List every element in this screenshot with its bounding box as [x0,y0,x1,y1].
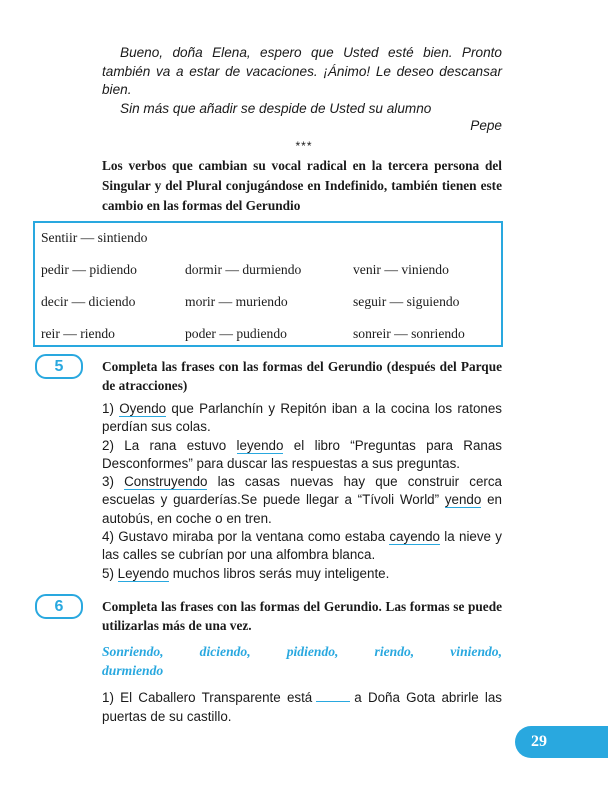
exercise-5-instruction: Completa las frases con las formas del Gerundio (después del Parque de atracciones) [102,359,502,393]
letter-closing [102,44,502,118]
word-bank-item: pidiendo, [286,644,339,659]
exercise-6-instruction: Completa las frases con las formas del Gerundio. Las formas se puede utilizarlas más de una vez. [102,599,502,633]
letter-paragraph-2: Sin más que añadir se despide de Usted su alumno [120,100,432,116]
verb-pair: morir — muriendo [185,294,288,309]
verb-pair: reir — riendo [41,326,115,341]
word-bank-item: riendo, [374,644,415,659]
exercise-number-badge: 6 [35,594,83,619]
sentence-item: 4) Gustavo miraba por la ventana como estaba cayendo la nieve y las calles se cubrían por una alfombra blanca. [102,529,502,563]
word-bank-item: Sonriendo, [102,644,164,659]
sentence-item: 2) La rana estuvo leyendo el libro “Preguntas para Ranas Desconformes” para duscar las respuestas a sus preguntas. [102,437,502,471]
verb-pair: venir — viniendo [353,262,449,277]
page-number: 29 [531,733,547,750]
exercise-6-sentence-1: 1) El Caballero Transparente está a Doña Gota abrirle las puertas de su castillo. [102,690,502,724]
sentence-item: 3) Construyendo las casas nuevas hay que construir cerca escuelas y guarderías.Se puede llegar a “Tívoli World” yendo en autobús, en coche o en tren. [102,474,502,526]
exercise-5-sentences [102,400,502,583]
answer-word: cayendo [389,529,440,545]
sentence-item: 1) Oyendo que Parlanchín y Repitón iban a la cocina los ratones perdían sus colas. [102,401,502,435]
answer-blank[interactable] [316,689,350,702]
page-number-tab [515,726,608,758]
answer-word: yendo [444,492,482,508]
answer-word: Construyendo [124,474,208,490]
verb-pair: poder — pudiendo [185,326,287,341]
word-bank-item: viniendo, [450,644,502,659]
verb-pair: decir — diciendo [41,294,136,309]
answer-word: Leyendo [117,565,170,581]
verb-pair: dormir — durmiendo [185,262,302,277]
word-bank [102,642,502,661]
letter-paragraph-1: Bueno, doña Elena, espero que Usted esté bien. Pronto también va a estar de vacaciones. ¡Ánimo! Le deseo descansar bien. [102,45,502,97]
answer-word: Oyendo [119,401,167,416]
verb-table [33,221,503,347]
verb-pair: Sentiir — sintiendo [41,230,148,245]
word-bank-item: durmiendo [102,663,164,678]
verb-pair: pedir — pidiendo [41,262,137,277]
answer-word: leyendo [236,437,284,453]
section-separator: *** [295,139,313,153]
sentence-item: 5) Leyendo muchos libros serás muy inteligente. [102,565,390,581]
verb-pair: sonreir — sonriendo [353,326,465,341]
verb-pair: seguir — siguiendo [353,294,460,309]
word-bank-item: diciendo, [199,644,251,659]
grammar-rule: Los verbos que cambian su vocal radical en la tercera persona del Singular y del Plural conjugándose en Indefinido, también tienen este cambio en las formas del Gerundio [102,158,502,213]
letter-signature: Pepe [470,118,502,133]
exercise-number-badge: 5 [35,354,83,379]
